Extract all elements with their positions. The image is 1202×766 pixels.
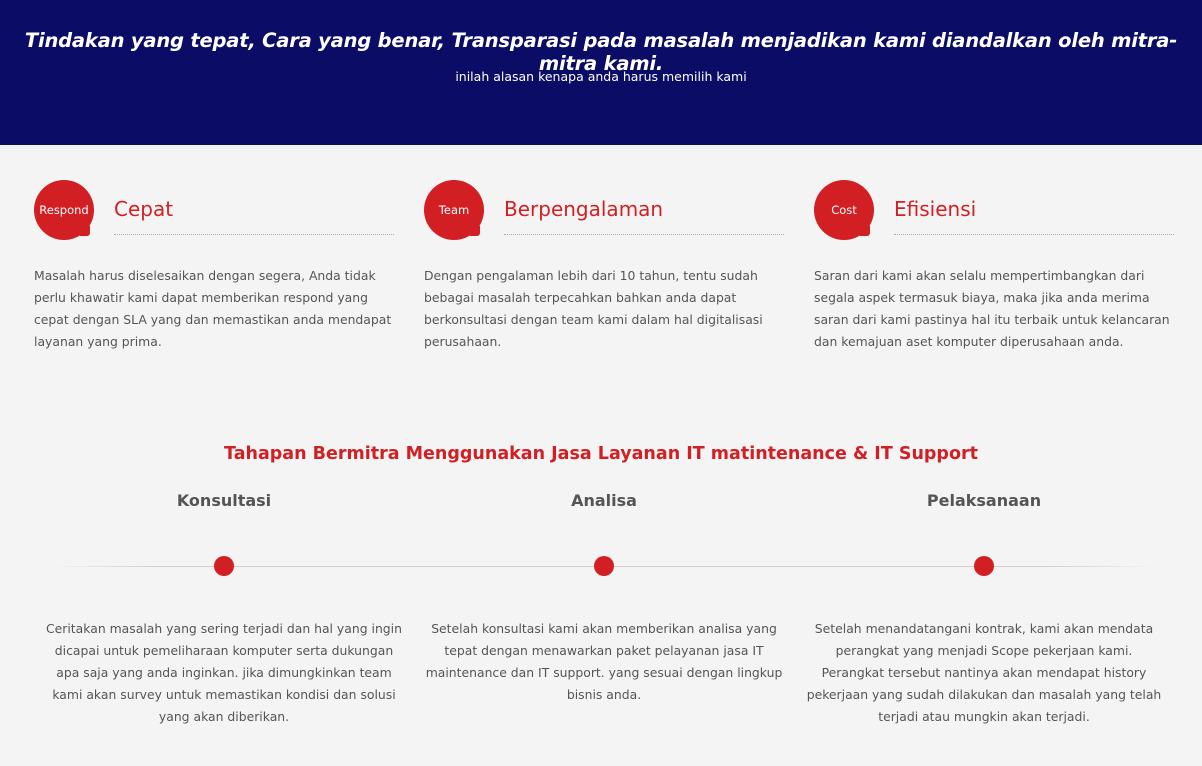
timeline-dot-pelaksanaan xyxy=(974,556,994,576)
step-description-pelaksanaan: Setelah menandatangani kontrak, kami akan mendata perangkat yang menjadi Scope pekerjaan kami. Perangkat tersebut nantinya akan mendapat history pekerjaan yang sudah dilakukan dan masalah yang telah terjadi atau mungkin akan terjadi. xyxy=(806,621,1162,724)
feature-title: Efisiensi xyxy=(894,197,977,221)
feature-description: Masalah harus diselesaikan dengan segera, Anda tidak perlu khawatir kami dapat memberikan respond yang cepat dengan SLA yang dan memastikan anda mendapat layanan yang prima. xyxy=(34,268,392,349)
step-description-konsultasi: Ceritakan masalah yang sering terjadi dan hal yang ingin dicapai untuk pemeliharaan komputer serta dukungan apa saja yang anda inginkan. jika dimungkinkan team kami akan survey untuk memastikan kondisi dan solusi yang akan diberikan. xyxy=(46,621,402,724)
steps-section-title: Tahapan Bermitra Menggunakan Jasa Layanan IT matintenance & IT Support xyxy=(224,444,978,464)
feature-badge-cost: Cost xyxy=(814,180,874,240)
feature-title: Cepat xyxy=(114,197,174,221)
feature-badge-team: Team xyxy=(424,180,484,240)
step-description-analisa: Setelah konsultasi kami akan memberikan analisa yang tepat dengan menawarkan paket pelayanan jasa IT maintenance dan IT support. yang sesuai dengan lingkup bisnis anda. xyxy=(425,621,783,702)
feature-badge-respond: Respond xyxy=(34,180,94,240)
timeline-dot-konsultasi xyxy=(214,556,234,576)
step-label-analisa: Analisa xyxy=(571,491,637,510)
timeline-dot-analisa xyxy=(594,556,614,576)
feature-divider xyxy=(504,234,784,235)
feature-title: Berpengalaman xyxy=(504,197,664,221)
hero-title: Tindakan yang tepat, Cara yang benar, Transparasi pada masalah menjadikan kami diandalkan oleh mitra-mitra kami. xyxy=(24,29,1178,75)
feature-description: Saran dari kami akan selalu mempertimbangkan dari segala aspek termasuk biaya, maka jika anda merima saran dari kami pastinya hal itu terbaik untuk kelancaran dan kemajuan aset komputer diperusahaan anda. xyxy=(814,268,1170,349)
step-label-pelaksanaan: Pelaksanaan xyxy=(926,491,1042,510)
feature-divider xyxy=(114,234,394,235)
step-label-konsultasi: Konsultasi xyxy=(176,491,272,510)
feature-divider xyxy=(894,234,1174,235)
feature-description: Dengan pengalaman lebih dari 10 tahun, tentu sudah bebagai masalah terpecahkan bahkan anda dapat berkonsultasi dengan team kami dalam hal digitalisasi perusahaan. xyxy=(424,268,763,349)
hero-banner xyxy=(0,0,1202,145)
hero-subtitle: inilah alasan kenapa anda harus memilih kami xyxy=(455,69,747,84)
